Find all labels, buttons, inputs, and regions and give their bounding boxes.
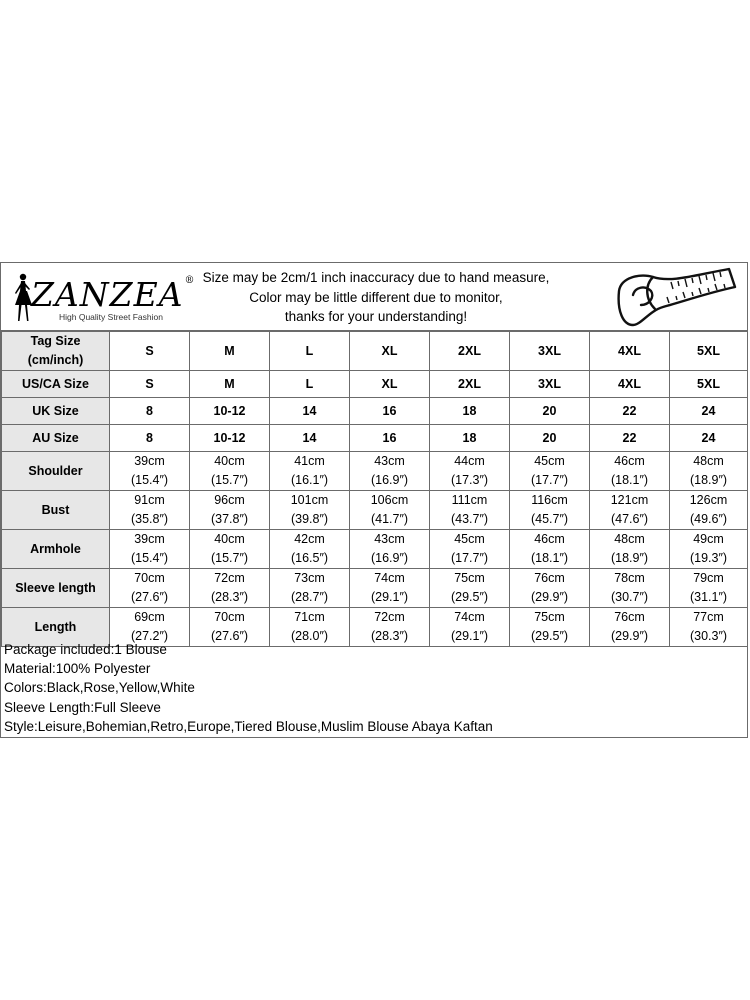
table-cell: 39cm (15.4″) xyxy=(110,452,190,491)
table-cell: 24 xyxy=(670,425,748,452)
row-header-bust: Bust xyxy=(2,491,110,530)
row-header-armhole: Armhole xyxy=(2,530,110,569)
row-header-length: Length xyxy=(2,608,110,647)
table-cell: 16 xyxy=(350,425,430,452)
table-cell: L xyxy=(270,371,350,398)
table-cell: 45cm (17.7″) xyxy=(510,452,590,491)
table-cell: 42cm (16.5″) xyxy=(270,530,350,569)
table-cell: 76cm (29.9″) xyxy=(590,608,670,647)
table-cell: 49cm (19.3″) xyxy=(670,530,748,569)
table-cell: 22 xyxy=(590,425,670,452)
detail-package: Package included:1 Blouse xyxy=(4,642,167,657)
table-cell: 39cm (15.4″) xyxy=(110,530,190,569)
table-cell: 76cm (29.9″) xyxy=(510,569,590,608)
table-cell: 20 xyxy=(510,425,590,452)
table-cell: 91cm (35.8″) xyxy=(110,491,190,530)
row-header-sleeve-length: Sleeve length xyxy=(2,569,110,608)
table-cell: 46cm (18.1″) xyxy=(590,452,670,491)
row-header-uk-size: UK Size xyxy=(2,398,110,425)
table-cell: 126cm (49.6″) xyxy=(670,491,748,530)
table-cell: 18 xyxy=(430,425,510,452)
row-header-tag-size: Tag Size (cm/inch) xyxy=(2,332,110,371)
product-details xyxy=(1,640,747,736)
table-cell: 10-12 xyxy=(190,398,270,425)
table-cell: 10-12 xyxy=(190,425,270,452)
table-cell: 70cm (27.6″) xyxy=(110,569,190,608)
brand-name: ZANZEA® xyxy=(31,275,196,314)
table-cell: 46cm (18.1″) xyxy=(510,530,590,569)
table-cell: S xyxy=(110,332,190,371)
table-cell: 71cm (28.0″) xyxy=(270,608,350,647)
row-header-au-size: AU Size xyxy=(2,425,110,452)
table-cell: 14 xyxy=(270,398,350,425)
table-cell: 8 xyxy=(110,398,190,425)
table-cell: 101cm (39.8″) xyxy=(270,491,350,530)
table-cell: XL xyxy=(350,332,430,371)
detail-sleeve-length: Sleeve Length:Full Sleeve xyxy=(4,699,161,715)
table-cell: 3XL xyxy=(510,332,590,371)
table-cell: 14 xyxy=(270,425,350,452)
table-cell: 5XL xyxy=(670,371,748,398)
table-cell: XL xyxy=(350,371,430,398)
notice-line: Color may be little different due to monitor, xyxy=(249,289,503,305)
table-row xyxy=(2,398,748,425)
brand-logo xyxy=(7,271,196,325)
table-cell: 72cm (28.3″) xyxy=(190,569,270,608)
detail-colors: Colors:Black,Rose,Yellow,White xyxy=(4,680,195,696)
size-table xyxy=(1,331,748,647)
table-cell: 8 xyxy=(110,425,190,452)
table-cell: 74cm (29.1″) xyxy=(350,569,430,608)
table-cell: 44cm (17.3″) xyxy=(430,452,510,491)
table-cell: 73cm (28.7″) xyxy=(270,569,350,608)
table-cell: 45cm (17.7″) xyxy=(430,530,510,569)
notice-line: Size may be 2cm/1 inch inaccuracy due to hand measure, xyxy=(202,270,550,285)
notice-line: thanks for your understanding! xyxy=(284,309,468,324)
table-cell: 20 xyxy=(510,398,590,425)
table-cell: 22 xyxy=(590,398,670,425)
table-cell: 96cm (37.8″) xyxy=(190,491,270,530)
table-cell: 79cm (31.1″) xyxy=(670,569,748,608)
table-cell: 3XL xyxy=(510,371,590,398)
detail-style: Style:Leisure,Bohemian,Retro,Europe,Tiered Blouse,Muslim Blouse Abaya Kaftan xyxy=(4,718,493,734)
table-cell: 48cm (18.9″) xyxy=(590,530,670,569)
table-cell: 48cm (18.9″) xyxy=(670,452,748,491)
table-row xyxy=(2,569,748,608)
table-cell: L xyxy=(270,332,350,371)
detail-material: Material:100% Polyester xyxy=(4,661,151,677)
table-cell: 2XL xyxy=(430,371,510,398)
row-header-shoulder: Shoulder xyxy=(2,452,110,491)
table-cell: 75cm (29.5″) xyxy=(430,569,510,608)
table-cell: 4XL xyxy=(590,332,670,371)
table-row xyxy=(2,371,748,398)
table-cell: 78cm (30.7″) xyxy=(590,569,670,608)
table-row xyxy=(2,491,748,530)
measuring-tape-icon xyxy=(611,265,739,331)
table-row xyxy=(2,425,748,452)
table-cell: 74cm (29.1″) xyxy=(430,608,510,647)
table-cell: M xyxy=(190,371,270,398)
size-chart-sheet xyxy=(0,262,748,738)
table-cell: 5XL xyxy=(670,332,748,371)
table-row xyxy=(2,452,748,491)
table-cell: 69cm (27.2″) xyxy=(110,608,190,647)
table-cell: 111cm (43.7″) xyxy=(430,491,510,530)
table-cell: 24 xyxy=(670,398,748,425)
table-cell: 72cm (28.3″) xyxy=(350,608,430,647)
table-row xyxy=(2,530,748,569)
table-cell: 4XL xyxy=(590,371,670,398)
table-cell: 75cm (29.5″) xyxy=(510,608,590,647)
table-cell: 18 xyxy=(430,398,510,425)
table-cell: 41cm (16.1″) xyxy=(270,452,350,491)
table-cell: 43cm (16.9″) xyxy=(350,530,430,569)
table-cell: 121cm (47.6″) xyxy=(590,491,670,530)
row-header-us-ca-size: US/CA Size xyxy=(2,371,110,398)
table-row xyxy=(2,332,748,371)
table-cell: 40cm (15.7″) xyxy=(190,530,270,569)
table-cell: 16 xyxy=(350,398,430,425)
table-cell: S xyxy=(110,371,190,398)
table-cell: 70cm (27.6″) xyxy=(190,608,270,647)
measurement-notice xyxy=(191,268,561,327)
table-cell: 43cm (16.9″) xyxy=(350,452,430,491)
brand-tagline: High Quality Street Fashion xyxy=(59,312,163,322)
size-chart-header xyxy=(1,263,747,331)
table-cell: 40cm (15.7″) xyxy=(190,452,270,491)
table-cell: 116cm (45.7″) xyxy=(510,491,590,530)
table-cell: M xyxy=(190,332,270,371)
registered-mark: ® xyxy=(184,275,196,286)
table-cell: 2XL xyxy=(430,332,510,371)
table-cell: 77cm (30.3″) xyxy=(670,608,748,647)
table-cell: 106cm (41.7″) xyxy=(350,491,430,530)
